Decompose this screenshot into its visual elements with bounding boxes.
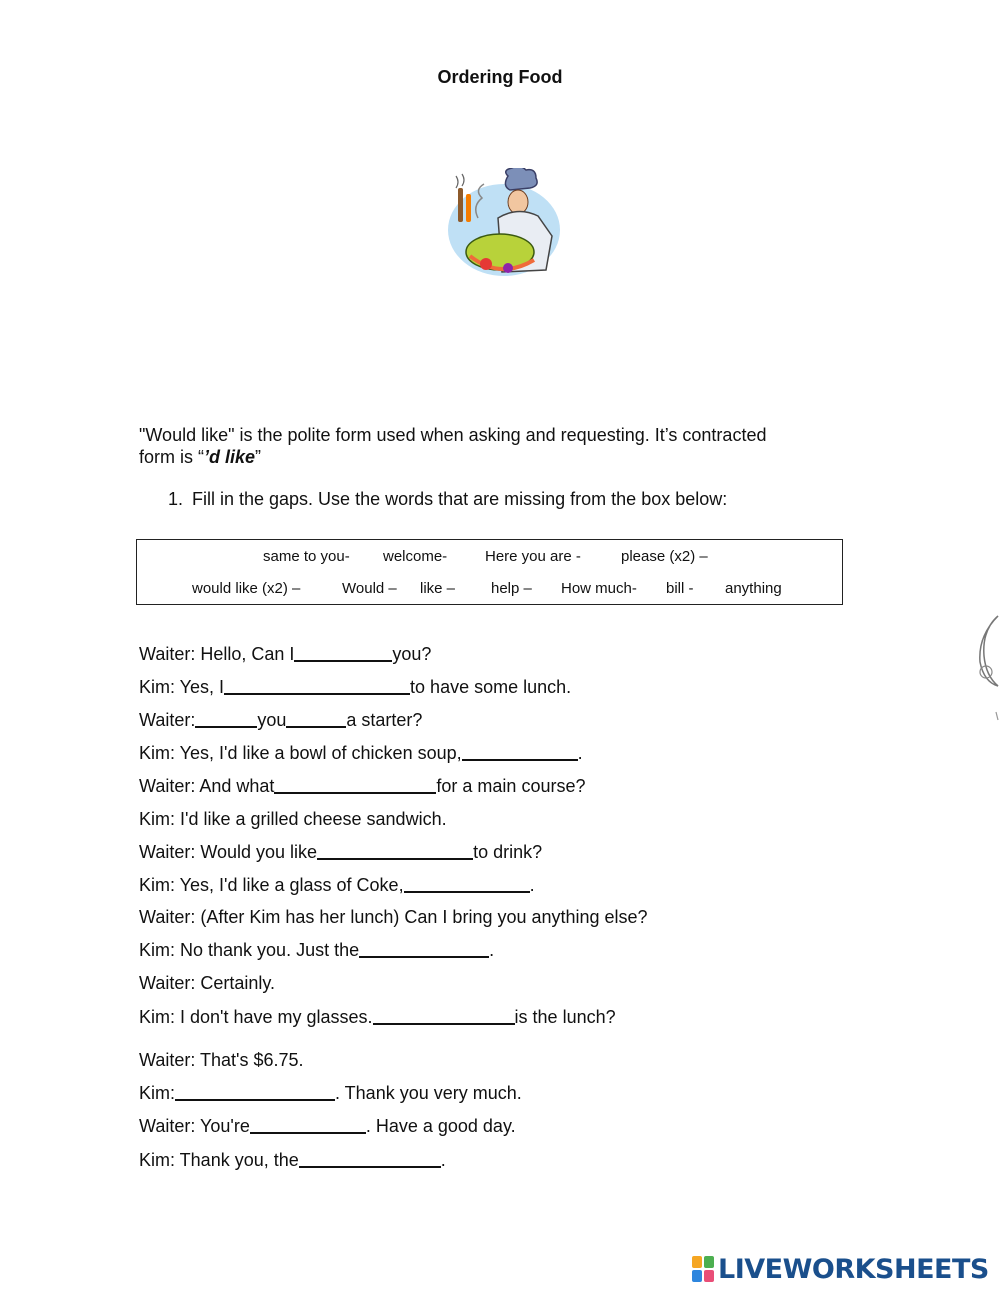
word-chip: please (x2) – (621, 548, 708, 565)
answer-gap[interactable] (250, 1116, 366, 1134)
dialogue-text: Waiter: (After Kim has her lunch) Can I bring you anything else? (139, 907, 648, 927)
word-chip: Would – (342, 580, 397, 597)
answer-gap[interactable] (462, 743, 578, 761)
answer-gap[interactable] (359, 940, 489, 958)
dialogue-text: to drink? (473, 842, 543, 862)
intro-line-1: "Would like" is the polite form used when asking and requesting. It’s contracted (139, 425, 767, 445)
dialogue-text: Waiter: Hello, Can I (139, 644, 295, 664)
dialogue-line (139, 677, 571, 698)
word-chip: would like (x2) – (192, 580, 301, 597)
answer-gap[interactable] (299, 1150, 441, 1168)
dialogue-line (139, 1116, 516, 1137)
dialogue-text: Kim: Thank you, the (139, 1150, 299, 1170)
dialogue-text: . (440, 1150, 446, 1170)
dialogue-line (139, 1007, 616, 1028)
logo-tile (704, 1270, 714, 1282)
dialogue-text: Waiter: And what (139, 776, 275, 796)
dialogue-text: Kim: I don't have my glasses. (139, 1007, 373, 1027)
dialogue-text: . Thank you very much. (335, 1083, 522, 1103)
dialogue-line (139, 644, 431, 665)
answer-gap[interactable] (224, 677, 410, 695)
answer-gap[interactable] (175, 1083, 335, 1101)
intro-paragraph (139, 424, 859, 468)
answer-gap[interactable] (294, 644, 392, 662)
dialogue-text: Kim: (139, 1083, 175, 1103)
dialogue-text: Kim: Yes, I'd like a glass of Coke, (139, 875, 404, 895)
dialogue-text: . (529, 875, 535, 895)
dialogue-line (139, 809, 447, 830)
dialogue-line (139, 1050, 304, 1071)
logo-tile (692, 1256, 702, 1268)
word-chip: bill - (666, 580, 694, 597)
liveworksheets-logo[interactable] (692, 1253, 989, 1285)
dialogue-text: Waiter: That's $6.75. (139, 1050, 304, 1070)
dialogue-line (139, 710, 422, 731)
dialogue-text: Waiter: Would you like (139, 842, 318, 862)
dialogue-text: Kim: No thank you. Just the (139, 940, 360, 960)
dialogue-text: . (489, 940, 495, 960)
logo-tile (704, 1256, 714, 1268)
word-chip: How much- (561, 580, 637, 597)
dialogue-text: is the lunch? (514, 1007, 616, 1027)
logo-tile (692, 1270, 702, 1282)
dialogue-text: Kim: I'd like a grilled cheese sandwich. (139, 809, 447, 829)
dialogue-text: you (257, 710, 287, 730)
intro-line-2-suffix: ” (255, 447, 262, 467)
instruction (168, 489, 727, 510)
answer-gap[interactable] (195, 710, 257, 728)
dialogue-line (139, 1150, 446, 1171)
dialogue-text: you? (392, 644, 432, 664)
dialogue-text: . Have a good day. (365, 1116, 516, 1136)
word-chip: welcome- (383, 548, 448, 565)
dialogue-text: a starter? (346, 710, 423, 730)
answer-gap[interactable] (274, 776, 436, 794)
answer-gap[interactable] (286, 710, 346, 728)
dialogue-text: to have some lunch. (410, 677, 572, 697)
word-chip: like – (420, 580, 456, 597)
intro-line-2-prefix: form is “ (139, 447, 204, 467)
dialogue-text: Kim: Yes, I (139, 677, 225, 697)
answer-gap[interactable] (373, 1007, 515, 1025)
dialogue-line (139, 842, 542, 863)
dialogue-line (139, 743, 583, 764)
dialogue-text: Waiter: Certainly. (139, 973, 276, 993)
chef-clipart-image (438, 168, 564, 286)
word-chip: same to you- (263, 548, 350, 565)
dialogue-text: Kim: Yes, I'd like a bowl of chicken soup, (139, 743, 462, 763)
dialogue-line (139, 875, 535, 896)
page-title: Ordering Food (437, 67, 563, 87)
instruction-number: 1. (168, 489, 184, 509)
word-box (136, 539, 843, 605)
word-chip: Here you are - (485, 548, 581, 565)
answer-gap[interactable] (404, 875, 530, 893)
intro-line-2 (139, 446, 859, 468)
dialogue-text: Waiter: (139, 710, 196, 730)
dialogue-text: Waiter: You're (139, 1116, 250, 1136)
dialogue-line (139, 907, 648, 928)
logo-mark-icon (692, 1256, 714, 1282)
word-chip: help – (491, 580, 532, 597)
logo-text: LIVEWORKSHEETS (718, 1253, 989, 1285)
decorative-swirl-image (976, 612, 1000, 722)
dialogue-line (139, 973, 275, 994)
word-chip: anything (725, 580, 782, 597)
dialogue-text: for a main course? (436, 776, 586, 796)
dialogue-text: . (577, 743, 583, 763)
dialogue-line (139, 776, 585, 797)
instruction-text: Fill in the gaps. Use the words that are missing from the box below: (192, 489, 728, 509)
dialogue-line (139, 1083, 522, 1104)
answer-gap[interactable] (317, 842, 473, 860)
contracted-form-emphasis: ’d like (204, 447, 256, 467)
dialogue-line (139, 940, 494, 961)
